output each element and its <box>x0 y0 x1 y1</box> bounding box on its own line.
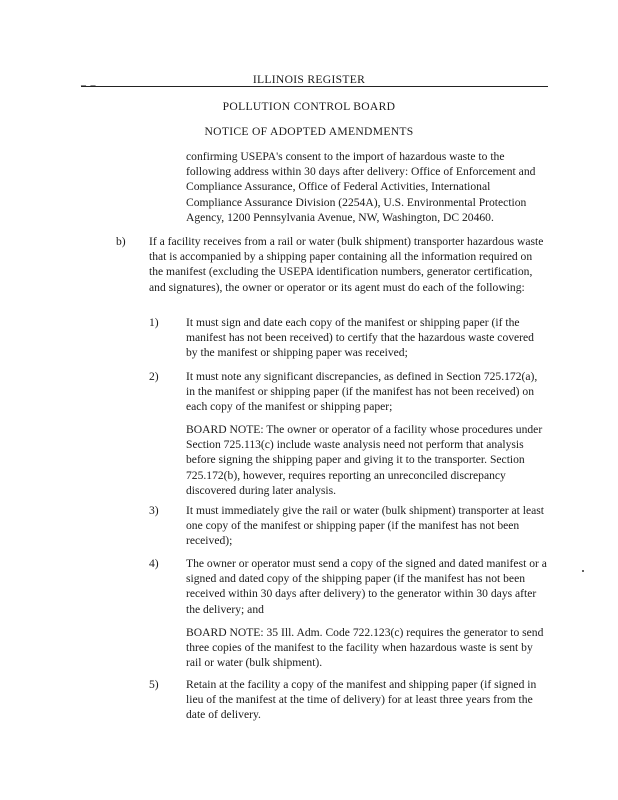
item-b-label: b) <box>116 235 126 248</box>
item-b-paragraph: If a facility receives from a rail or water (bulk shipment) transporter hazardous waste that is accompanied by a shipping paper containing all the information required on the manifest (excluding the USEPA identification numbers, generator certification, and signatures), the owner or operator or its agent must do each of the following: <box>149 235 544 294</box>
subitem-3-paragraph: It must immediately give the rail or water (bulk shipment) transporter at least one copy of the manifest or shipping paper (if the manifest has not been received); <box>186 504 545 548</box>
header-rule <box>81 86 548 87</box>
subitem-1-number: 1) <box>149 316 159 329</box>
subitem-5-paragraph: Retain at the facility a copy of the manifest and shipping paper (if signed in lieu of the manifest at the time of delivery) for at least three years from the date of delivery. <box>186 678 537 722</box>
continuation-paragraph: confirming USEPA's consent to the import of hazardous waste to the following address within 30 days after delivery: Office of Enforcement and Compliance Assurance, Office of Federal Activities, International Compliance Assurance Division (2254A), U.S. Environmental Protection Agency, 1200 Pennsylvania Avenue, NW, Washington, DC 20460. <box>186 150 536 224</box>
subitem-3-number: 3) <box>149 504 159 517</box>
subitem-2-board-note: BOARD NOTE: The owner or operator of a facility whose procedures under Section 725.113(c) include waste analysis need not perform that analysis before signing the shipping paper and giving it to the transporter. Section 725.172(b), however, requires reporting an unreconciled discrepancy discovered during later analysis. <box>186 423 543 497</box>
board-title: POLLUTION CONTROL BOARD <box>222 100 396 113</box>
subitem-4-paragraph: The owner or operator must send a copy of the signed and dated manifest or a signed and dated copy of the shipping paper (if the manifest has not been received within 30 days after delivery) to the generator within 30 days after the delivery; and <box>186 557 547 616</box>
notice-title: NOTICE OF ADOPTED AMENDMENTS <box>204 125 414 138</box>
subitem-1-paragraph: It must sign and date each copy of the manifest or shipping paper (if the manifest has not been received) to certify that the hazardous waste covered by the manifest or shipping paper was received; <box>186 316 534 360</box>
subitem-5-number: 5) <box>149 678 159 691</box>
scan-speck <box>582 570 584 572</box>
header-mark: _ _ <box>81 76 97 87</box>
subitem-2-number: 2) <box>149 370 159 383</box>
subitem-4-board-note: BOARD NOTE: 35 Ill. Adm. Code 722.123(c) requires the generator to send three copies of the manifest to the facility when hazardous waste is sent by rail or water (bulk shipment). <box>186 626 544 670</box>
subitem-4-number: 4) <box>149 557 159 570</box>
subitem-2-paragraph: It must note any significant discrepancies, as defined in Section 725.172(a), in the manifest or shipping paper (if the manifest has not been received) on each copy of the manifest or shipping paper; <box>186 370 538 414</box>
register-title: ILLINOIS REGISTER <box>252 73 366 86</box>
